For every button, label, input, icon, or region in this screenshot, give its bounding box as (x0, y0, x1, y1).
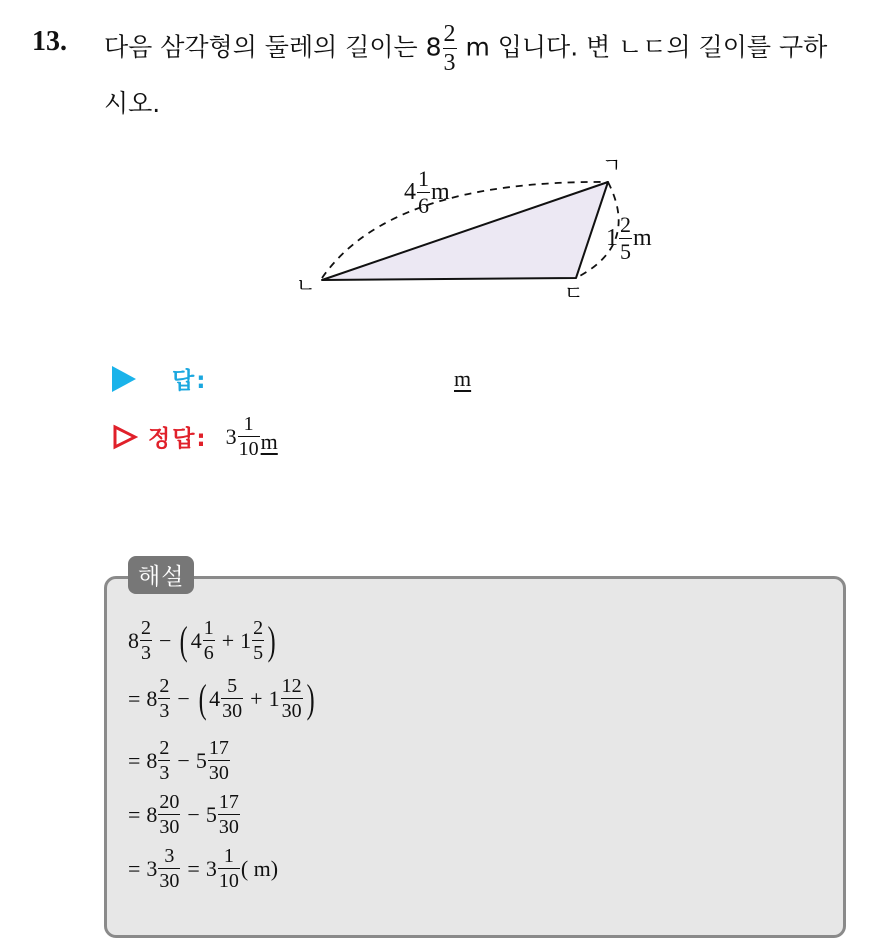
question-number: 13. (32, 26, 67, 57)
l5-a-num: 3 (158, 846, 180, 869)
l2-c-den: 30 (281, 700, 302, 722)
play-filled-icon (112, 366, 136, 392)
l4-eq: = (128, 801, 141, 827)
l1-open-paren: ( (180, 617, 189, 663)
answer-unit: m (454, 366, 472, 391)
l2-open-paren: ( (198, 675, 207, 721)
l2-a-whole: 8 (146, 685, 158, 711)
solution-badge: 해설 (128, 556, 194, 594)
solution-line-3 (128, 738, 231, 783)
l1-b-fraction (203, 618, 215, 663)
l3-b-whole: 5 (195, 747, 207, 773)
correct-numerator: 1 (238, 414, 260, 437)
l1-a-whole: 8 (128, 627, 139, 653)
question-text-line1 (104, 22, 827, 75)
correct-label: 정답: (148, 426, 208, 452)
question-text-line2: 시오. (104, 89, 161, 118)
correct-unit: m (260, 429, 278, 454)
l5-unit: ( m) (240, 855, 279, 881)
solution-line-4 (128, 792, 241, 837)
l1-a-num: 2 (141, 617, 151, 639)
side1-whole: 4 (404, 179, 416, 205)
l4-b-whole: 5 (205, 801, 217, 827)
l2-b-num: 5 (221, 676, 243, 699)
l5-eq2: = (187, 855, 200, 881)
side-label-short (606, 214, 652, 263)
l3-a-num: 2 (159, 737, 170, 759)
side-label-long (404, 168, 450, 217)
l4-b-fraction (218, 792, 240, 837)
side2-fraction (619, 214, 632, 263)
l1-close-paren: ) (267, 617, 276, 663)
solution-line-2 (128, 676, 317, 721)
l2-b-whole: 4 (209, 685, 221, 711)
l2-b-den: 30 (222, 700, 243, 722)
side1-denominator: 6 (418, 193, 429, 218)
correct-answer-row (112, 414, 278, 459)
l1-c-num: 2 (253, 617, 264, 639)
solution-line-5 (128, 846, 278, 891)
perimeter-numerator: 2 (443, 21, 456, 47)
l3-b-num: 17 (208, 737, 229, 759)
side1-fraction (417, 168, 430, 217)
answer-label: 답: (172, 368, 208, 394)
perimeter-denominator: 3 (443, 50, 456, 76)
correct-fraction (238, 414, 260, 459)
l3-a-den: 3 (159, 762, 170, 784)
vertex-bottom-label: ㄷ (564, 281, 584, 305)
side2-denominator: 5 (620, 239, 631, 264)
question-text-before: 다음 삼각형의 둘레의 길이는 8 (104, 32, 442, 62)
l4-a-num: 20 (159, 791, 180, 813)
l5-a-den: 30 (159, 870, 180, 892)
l1-a-den: 3 (141, 642, 151, 664)
l4-b-num: 17 (218, 791, 239, 813)
l5-b-fraction (218, 846, 240, 891)
l3-b-den: 30 (208, 762, 229, 784)
vertex-left-label: ㄴ (296, 273, 316, 297)
l2-close-paren: ) (306, 675, 315, 721)
l5-b-num: 1 (218, 846, 240, 869)
l2-a-den: 3 (159, 700, 170, 722)
l3-minus: − (177, 747, 190, 773)
l1-c-whole: 1 (240, 627, 252, 653)
l1-b-den: 6 (203, 642, 214, 664)
l2-c-fraction (281, 676, 303, 721)
l4-b-den: 30 (218, 816, 239, 838)
l1-a-fraction (140, 618, 152, 663)
l2-minus: − (177, 685, 190, 711)
vertex-top-label: ㄱ (602, 153, 622, 177)
l2-a-fraction (158, 676, 170, 721)
l3-eq: = (128, 747, 141, 773)
l5-b-den: 10 (218, 870, 239, 892)
l2-c-whole: 1 (268, 685, 280, 711)
l2-b-fraction (221, 676, 243, 721)
triangle-shape (322, 182, 608, 280)
answer-row (112, 362, 207, 395)
l2-eq: = (128, 685, 141, 711)
l1-c-fraction (252, 618, 264, 663)
l3-a-whole: 8 (146, 747, 158, 773)
side2-numerator: 2 (620, 212, 631, 237)
l5-a-fraction (158, 846, 180, 891)
l2-c-num: 12 (281, 675, 302, 697)
l5-eq: = (128, 855, 141, 881)
l2-plus: + (250, 685, 263, 711)
l1-b-whole: 4 (190, 627, 202, 653)
side1-numerator: 1 (418, 166, 429, 191)
correct-value (226, 414, 278, 459)
l2-a-num: 2 (159, 675, 170, 697)
l1-c-den: 5 (253, 642, 264, 664)
question-text-after: m 입니다. 변 ㄴㄷ의 길이를 구하 (465, 32, 828, 62)
l4-minus: − (187, 801, 200, 827)
l4-a-whole: 8 (146, 801, 158, 827)
l4-a-den: 30 (159, 816, 180, 838)
side1-unit: m (431, 179, 450, 205)
l1-b-num: 1 (203, 617, 214, 639)
l5-a-whole: 3 (146, 855, 158, 881)
side2-whole: 1 (606, 225, 618, 251)
solution-line-1 (128, 618, 279, 663)
l3-b-fraction (208, 738, 230, 783)
play-outline-icon (112, 424, 138, 450)
l1-minus: − (159, 627, 172, 653)
l1-plus: + (221, 627, 235, 653)
l4-a-fraction (158, 792, 180, 837)
correct-denominator: 10 (238, 438, 259, 460)
correct-whole: 3 (225, 423, 237, 449)
perimeter-fraction (443, 22, 457, 75)
l3-a-fraction (158, 738, 170, 783)
side2-unit: m (633, 225, 652, 251)
l5-b-whole: 3 (205, 855, 217, 881)
